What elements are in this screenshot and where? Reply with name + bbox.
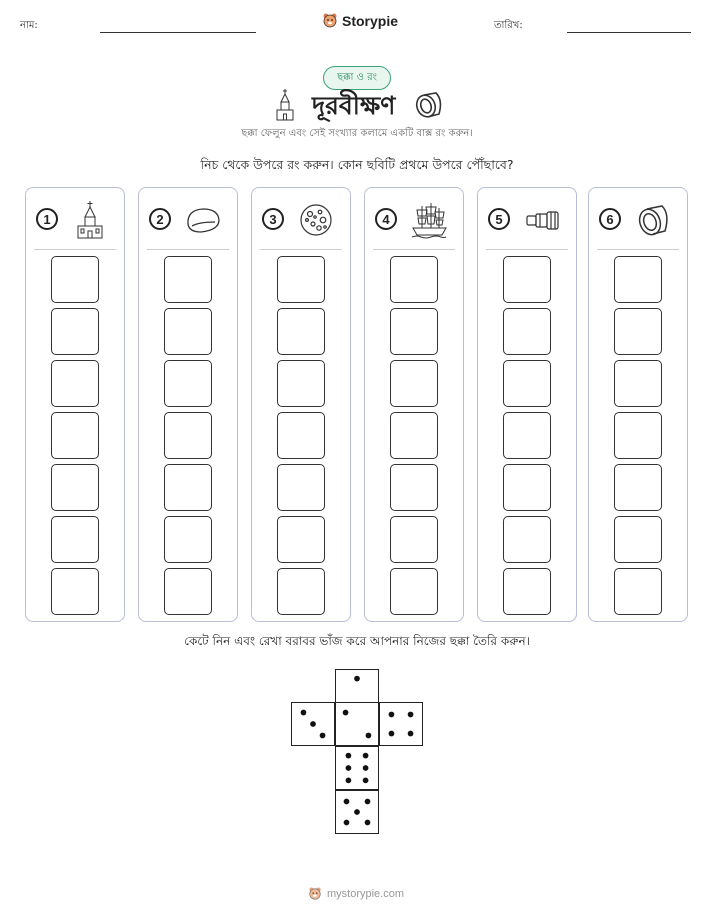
column-3: [251, 187, 351, 622]
column-divider: [597, 249, 679, 250]
column-number: 2: [149, 208, 171, 230]
footer: [308, 886, 404, 902]
color-box-1-7[interactable]: [51, 256, 99, 303]
footer-url[interactable]: mystorypie.com: [327, 888, 405, 900]
color-box-4-7[interactable]: [390, 256, 438, 303]
color-box-4-5[interactable]: [390, 360, 438, 407]
color-box-5-4[interactable]: [503, 412, 551, 459]
color-box-3-3[interactable]: [277, 464, 325, 511]
name-label: নাম:: [20, 20, 38, 31]
color-box-6-7[interactable]: [614, 256, 662, 303]
dice-pips-5: [336, 791, 378, 833]
color-box-6-6[interactable]: [614, 308, 662, 355]
color-box-5-1[interactable]: [503, 568, 551, 615]
column-number: 4: [375, 208, 397, 230]
column-divider: [373, 249, 455, 250]
color-box-4-1[interactable]: [390, 568, 438, 615]
color-box-6-4[interactable]: [614, 412, 662, 459]
column-number: 1: [36, 208, 58, 230]
color-box-2-5[interactable]: [164, 360, 212, 407]
color-box-6-1[interactable]: [614, 568, 662, 615]
eyepiece-cap-icon: [185, 200, 221, 240]
column-5: [477, 187, 577, 622]
telescope-icon: [524, 200, 560, 240]
column-divider: [486, 249, 568, 250]
bear-icon: [322, 12, 338, 30]
date-line: [567, 32, 691, 33]
column-number: 6: [599, 208, 621, 230]
subtitle: ছক্কা ফেলুন এবং সেই সংখ্যার কলামে একটি বাক্স রং করুন।: [241, 128, 473, 139]
column-2: [138, 187, 238, 622]
brand-name: Storypie: [342, 13, 399, 29]
activity-badge: ছক্কা ও রং: [323, 66, 391, 90]
dice-face-3: [291, 702, 335, 746]
column-divider: [147, 249, 229, 250]
color-box-2-6[interactable]: [164, 308, 212, 355]
color-box-3-4[interactable]: [277, 412, 325, 459]
dice-face-5: [335, 790, 379, 834]
color-box-4-2[interactable]: [390, 516, 438, 563]
column-number: 3: [262, 208, 284, 230]
color-box-3-5[interactable]: [277, 360, 325, 407]
dice-face-2: [335, 702, 379, 746]
color-box-6-5[interactable]: [614, 360, 662, 407]
bear-icon: [308, 886, 322, 902]
column-divider: [260, 249, 342, 250]
cut-instruction: কেটে নিন এবং রেখা বরাবর ভাঁজ করে আপনার নিজের ছক্কা তৈরি করুন।: [184, 634, 530, 648]
color-box-4-6[interactable]: [390, 308, 438, 355]
page-title: দূরবীক্ষণ: [312, 91, 396, 120]
color-box-3-6[interactable]: [277, 308, 325, 355]
brand-logo: [322, 12, 398, 30]
dice-pips-3: [292, 703, 334, 745]
color-box-5-2[interactable]: [503, 516, 551, 563]
color-box-5-5[interactable]: [503, 360, 551, 407]
church-icon: [72, 200, 108, 240]
ship-icon: [411, 200, 447, 240]
color-box-1-5[interactable]: [51, 360, 99, 407]
name-line: [100, 32, 256, 33]
color-box-5-6[interactable]: [503, 308, 551, 355]
color-box-1-4[interactable]: [51, 412, 99, 459]
color-box-1-6[interactable]: [51, 308, 99, 355]
instruction: নিচ থেকে উপরে রং করুন। কোন ছবিটি প্রথমে উপরে পৌঁছাবে?: [200, 157, 514, 172]
color-box-3-2[interactable]: [277, 516, 325, 563]
color-box-1-2[interactable]: [51, 516, 99, 563]
color-box-3-7[interactable]: [277, 256, 325, 303]
dice-face-6: [335, 746, 379, 790]
date-label: তারিখ:: [494, 20, 523, 31]
lens-tube-icon: [635, 200, 671, 240]
dice-face-4: [379, 702, 423, 746]
column-1: [25, 187, 125, 622]
column-number: 5: [488, 208, 510, 230]
color-box-2-7[interactable]: [164, 256, 212, 303]
color-box-6-3[interactable]: [614, 464, 662, 511]
color-box-2-3[interactable]: [164, 464, 212, 511]
color-box-4-4[interactable]: [390, 412, 438, 459]
dice-pips-4: [380, 703, 422, 745]
dice-pips-6: [336, 747, 378, 789]
column-6: [588, 187, 688, 622]
color-box-4-3[interactable]: [390, 464, 438, 511]
column-4: [364, 187, 464, 622]
lens-tube-icon: [414, 90, 444, 120]
column-divider: [34, 249, 116, 250]
color-box-1-3[interactable]: [51, 464, 99, 511]
color-box-5-7[interactable]: [503, 256, 551, 303]
color-box-2-2[interactable]: [164, 516, 212, 563]
dice-pips-2: [336, 703, 378, 745]
color-box-6-2[interactable]: [614, 516, 662, 563]
church-icon: [274, 88, 296, 122]
color-box-5-3[interactable]: [503, 464, 551, 511]
color-box-2-4[interactable]: [164, 412, 212, 459]
moon-icon: [298, 200, 334, 240]
color-box-1-1[interactable]: [51, 568, 99, 615]
color-box-2-1[interactable]: [164, 568, 212, 615]
color-box-3-1[interactable]: [277, 568, 325, 615]
